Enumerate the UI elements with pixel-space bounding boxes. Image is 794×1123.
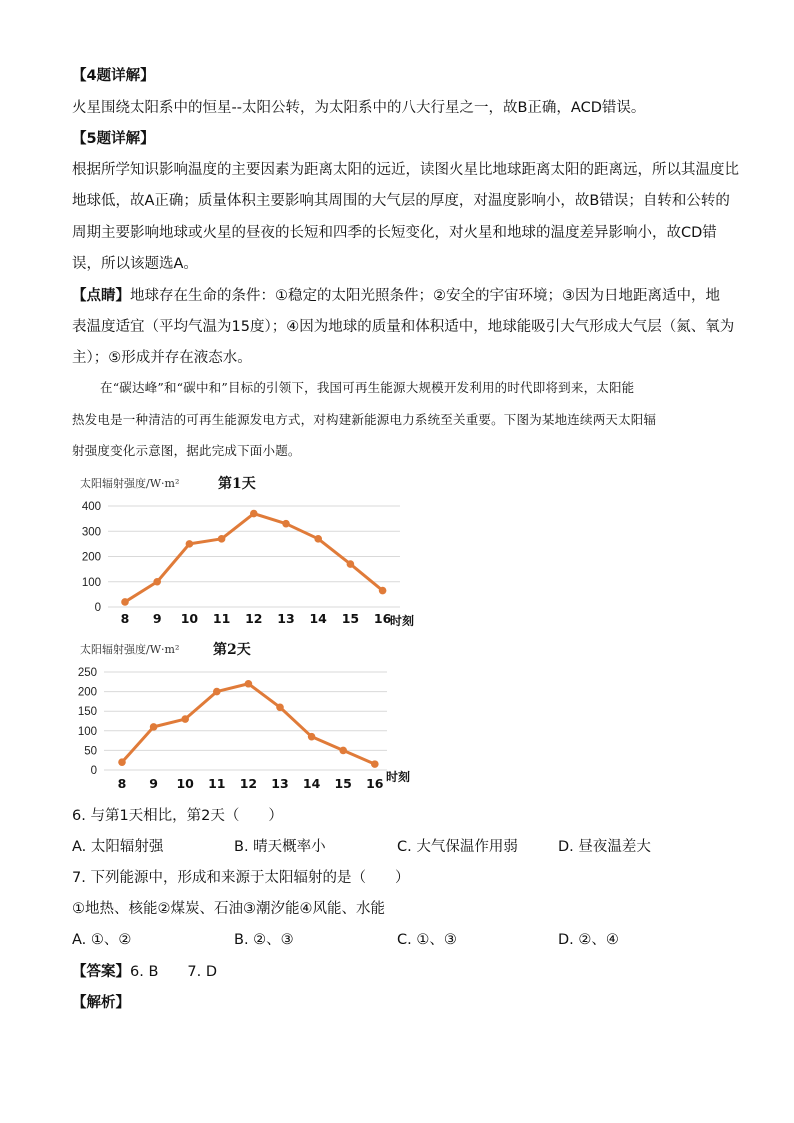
chart1-point-13	[282, 520, 290, 528]
chart-day2	[0, 635, 794, 805]
q6-option-d[interactable]: D. 昼夜温差大	[558, 839, 651, 855]
chart2-point-8	[118, 758, 126, 766]
q6-option-a[interactable]: A. 太阳辐射强	[72, 839, 164, 855]
q7-option-a[interactable]: A. ①、②	[72, 932, 132, 948]
q4-body: 火星围绕太阳系中的恒星--太阳公转，为太阳系中的八大行星之一，故B正确，ACD错误。	[72, 100, 646, 116]
chart1-point-10	[186, 540, 194, 548]
chart2-xtick-15: 15	[334, 776, 352, 791]
dianjing-text-1: 地球存在生命的条件：①稳定的太阳光照条件；②安全的宇宙环境；③因为日地距离适中，地	[130, 288, 720, 304]
dianjing-line-3: 主）；⑤形成并存在液态水。	[72, 350, 252, 366]
chart2-ylabel: 太阳辐射强度/W·m²	[80, 643, 180, 656]
chart2-point-15	[339, 747, 347, 755]
chart2-point-16	[371, 760, 379, 768]
passage-line-2: 热发电是一种清洁的可再生能源发电方式，对构建新能源电力系统至关重要。下图为某地连续两天太阳辐	[72, 412, 657, 427]
chart2-xtick-8: 8	[117, 776, 127, 791]
chart2-point-10	[181, 715, 189, 723]
q4-header: 【4题详解】	[72, 68, 155, 84]
q6-stem: 6. 与第1天相比，第2天（ ）	[72, 808, 283, 824]
q7-items: ①地热、核能②煤炭、石油③潮汐能④风能、水能	[72, 901, 385, 917]
chart1-ytick-300: 300	[81, 526, 101, 539]
answer-label: 【答案】	[72, 964, 130, 980]
chart2-point-13	[276, 703, 284, 711]
chart2-xtick-10: 10	[176, 776, 194, 791]
chart1-ytick-200: 200	[81, 551, 101, 564]
chart1-ytick-0: 0	[94, 602, 101, 614]
q7-stem: 7. 下列能源中，形成和来源于太阳辐射的是（ ）	[72, 870, 410, 886]
chart2-xtick-16: 16	[366, 776, 384, 791]
chart1-ylabel: 太阳辐射强度/W·m²	[80, 477, 180, 490]
chart1-ytick-100: 100	[81, 576, 101, 589]
q6-option-b[interactable]: B. 晴天概率小	[234, 839, 326, 855]
q6-option-c[interactable]: C. 大气保温作用弱	[397, 839, 518, 855]
chart1-xtick-10: 10	[180, 611, 199, 626]
chart1-xtick-12: 12	[245, 611, 263, 626]
q5-line-1: 根据所学知识影响温度的主要因素为距离太阳的远近，读图火星比地球距离太阳的距离远，所以其温度比	[72, 162, 739, 178]
chart2-ytick-100: 100	[77, 725, 97, 738]
q5-line-2: 地球低，故A正确；质量体积主要影响其周围的大气层的厚度，对温度影响小，故B错误；自转和公转的	[72, 193, 730, 209]
chart2-ytick-50: 50	[84, 745, 97, 758]
chart1-xtick-9: 9	[152, 611, 162, 626]
chart2-xtick-14: 14	[302, 776, 321, 791]
chart2-point-9	[150, 723, 158, 731]
chart2-point-14	[308, 733, 316, 741]
answer-text: 6. B 7. D	[130, 964, 217, 980]
dianjing-line-1	[72, 286, 720, 306]
chart1-xtick-15: 15	[341, 611, 360, 626]
chart1-xtick-11: 11	[212, 611, 231, 626]
q5-header: 【5题详解】	[72, 131, 155, 147]
chart1-point-11	[218, 535, 226, 543]
chart1-point-14	[314, 535, 322, 543]
chart2-xtick-12: 12	[239, 776, 258, 791]
chart1-xlabel: 时刻	[390, 614, 415, 628]
chart1-point-15	[347, 560, 355, 568]
chart2-ytick-150: 150	[77, 706, 97, 719]
chart2-xtick-13: 13	[271, 776, 289, 791]
chart2-xtick-9: 9	[149, 776, 158, 791]
chart2-ytick-0: 0	[90, 765, 97, 777]
chart1-title: 第1天	[218, 476, 256, 492]
chart2-point-12	[245, 680, 253, 688]
chart2-title: 第2天	[213, 642, 251, 658]
passage-line-1: 在“碳达峰”和“碳中和”目标的引领下，我国可再生能源大规模开发利用的时代即将到来，太阳能	[100, 380, 635, 395]
q7-option-d[interactable]: D. ②、④	[558, 932, 619, 948]
chart1-xtick-13: 13	[277, 611, 295, 626]
passage-line-3: 射强度变化示意图，据此完成下面小题。	[72, 443, 301, 458]
chart1-series-line	[125, 514, 383, 602]
dianjing-label: 【点睛】	[72, 288, 130, 304]
q5-line-4: 误，所以该题选A。	[72, 256, 198, 272]
analysis-label: 【解析】	[72, 995, 130, 1011]
chart1-point-16	[379, 587, 387, 595]
chart2-xlabel: 时刻	[386, 770, 411, 784]
chart-day1	[0, 465, 794, 635]
q5-line-3: 周期主要影响地球或火星的昼夜的长短和四季的长短变化，对火星和地球的温度差异影响小，故CD错	[72, 225, 717, 241]
chart1-point-8	[121, 598, 129, 606]
answer-line	[72, 962, 217, 982]
chart1-xtick-8: 8	[120, 611, 130, 626]
chart1-point-9	[153, 578, 161, 586]
chart1-xtick-14: 14	[309, 611, 327, 626]
chart2-series-line	[122, 684, 375, 764]
chart2-xtick-11: 11	[208, 776, 226, 791]
q7-option-b[interactable]: B. ②、③	[234, 932, 294, 948]
q7-option-c[interactable]: C. ①、③	[397, 932, 457, 948]
chart1-ytick-400: 400	[81, 501, 101, 513]
chart1-point-12	[250, 510, 258, 518]
chart2-point-11	[213, 688, 221, 696]
chart2-ytick-250: 250	[77, 667, 97, 679]
chart1-xtick-16: 16	[373, 611, 392, 626]
dianjing-line-2: 表温度适宜（平均气温为15度）；④因为地球的质量和体积适中，地球能吸引大气形成大气层（氮、氧为	[72, 319, 735, 335]
chart2-ytick-200: 200	[77, 686, 97, 699]
